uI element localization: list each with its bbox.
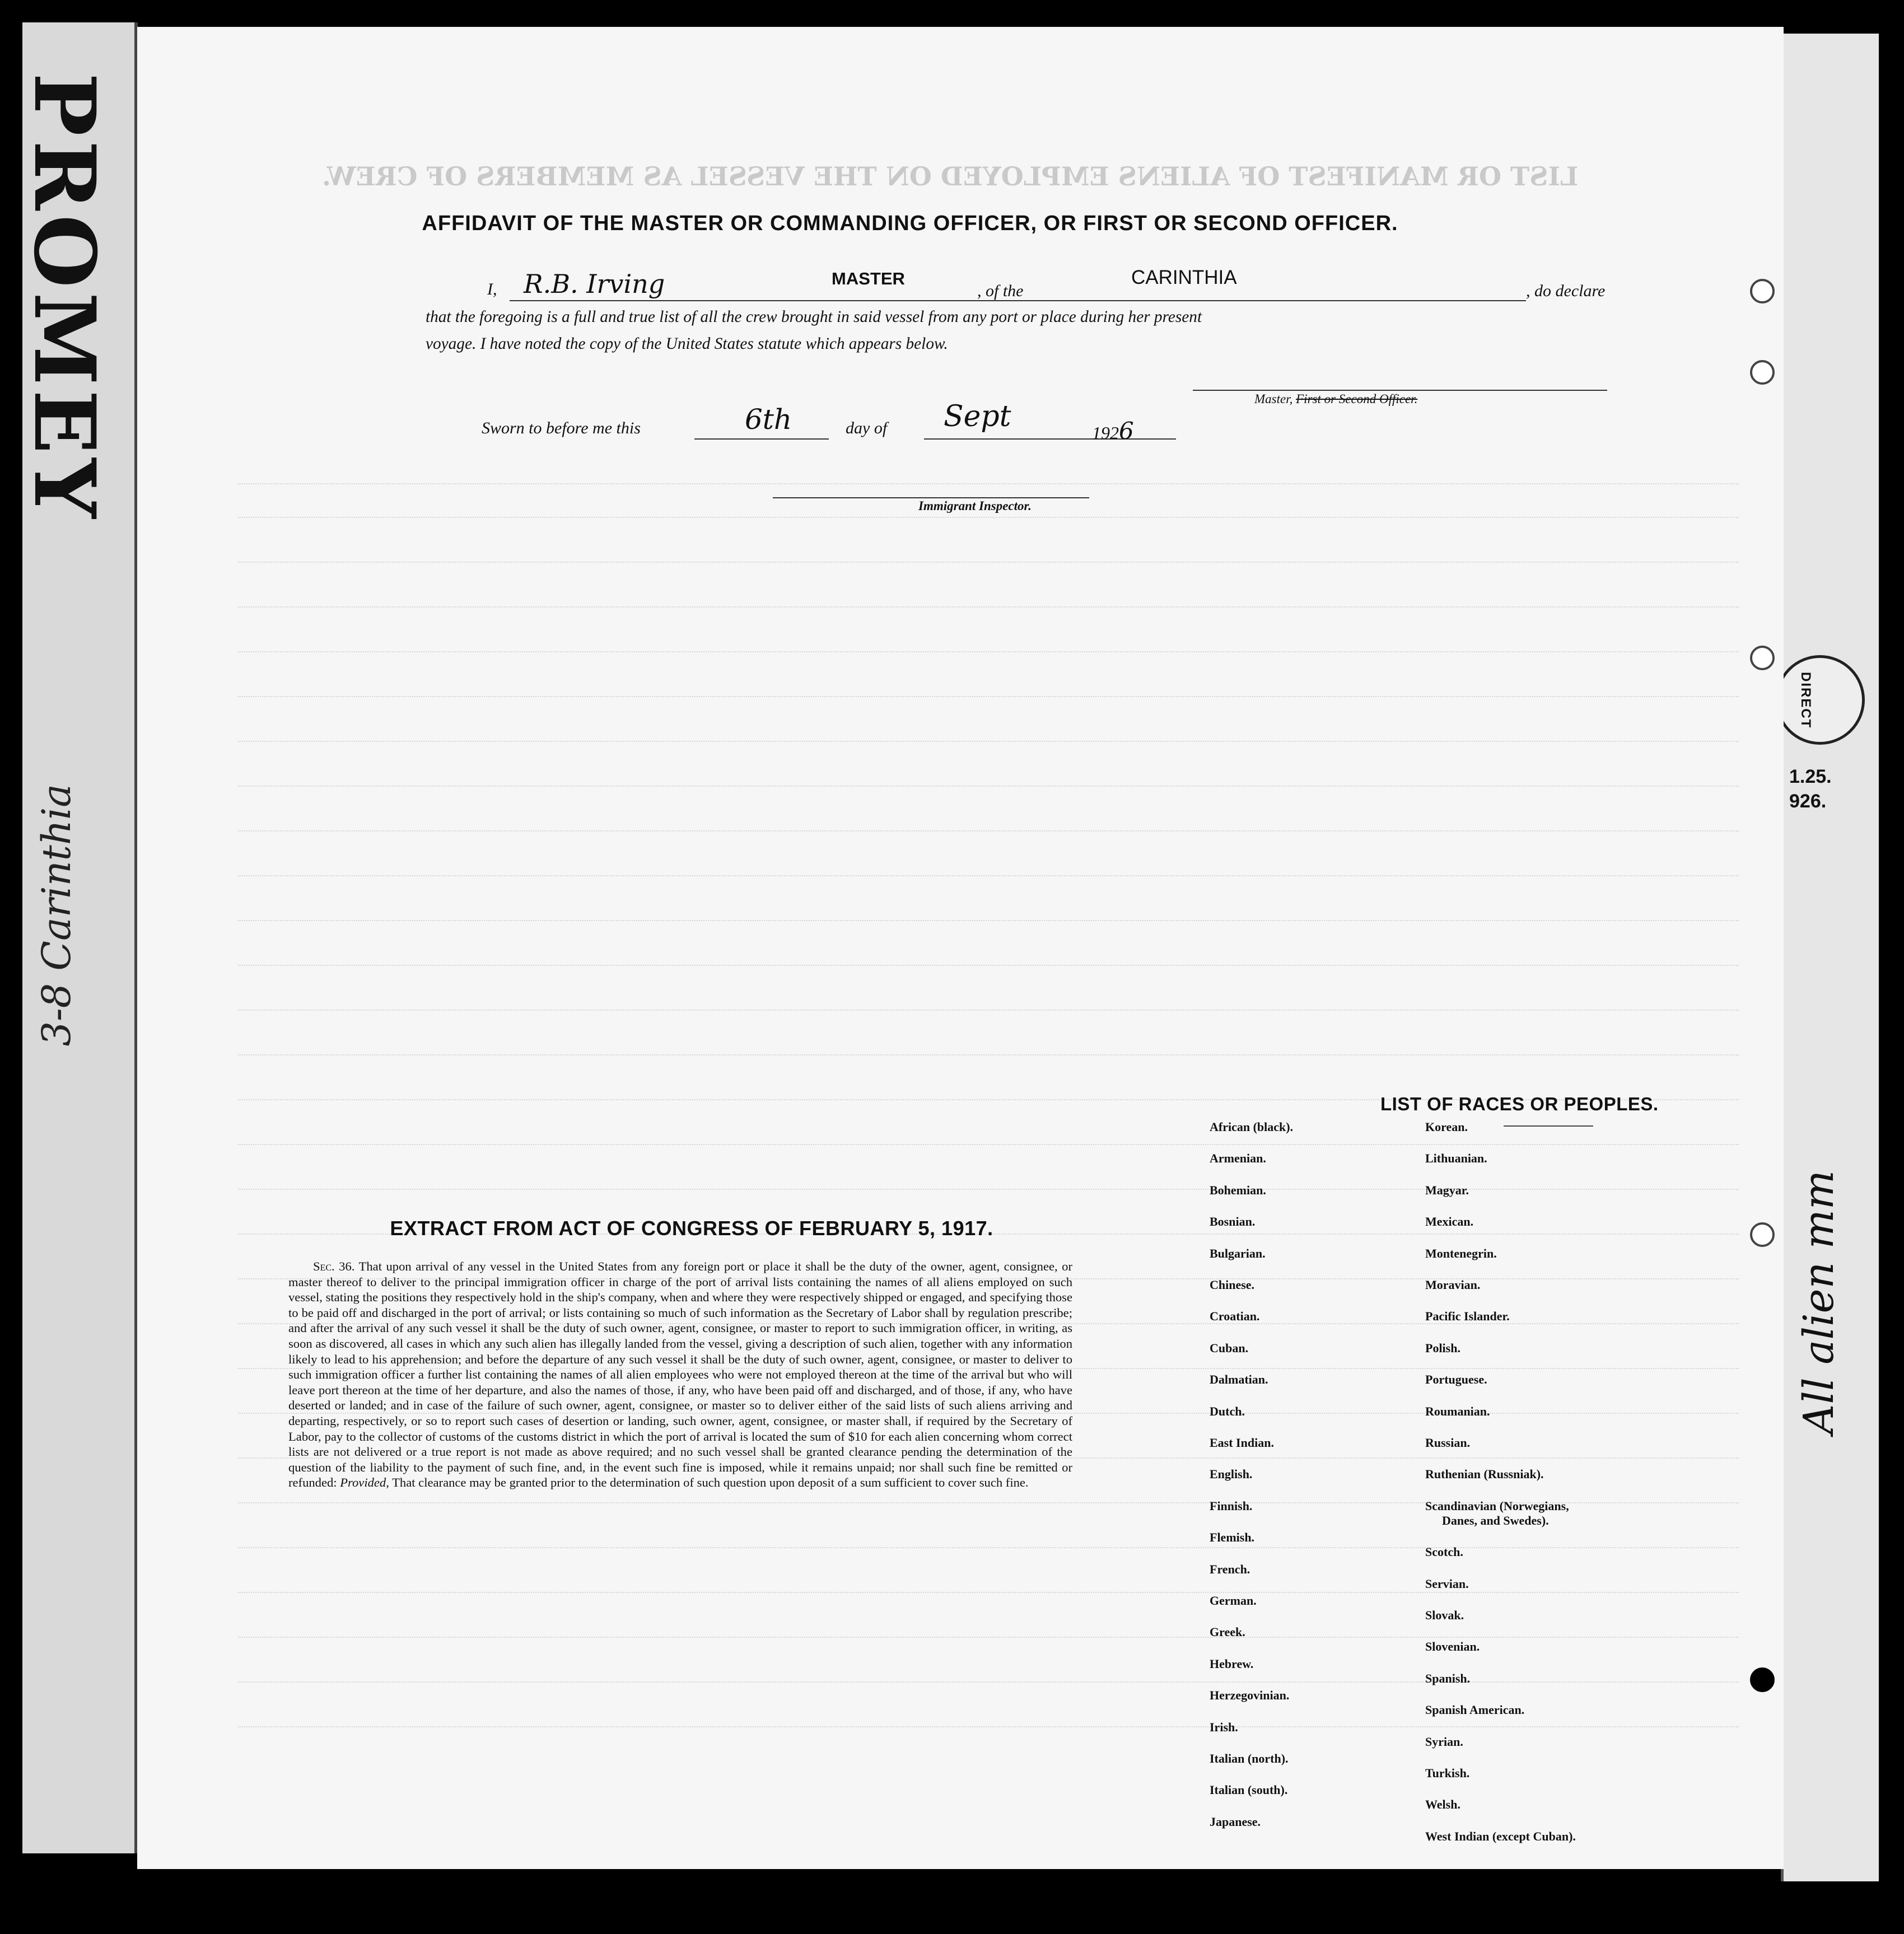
races-title-rule — [1504, 1125, 1593, 1127]
binder-hole — [1750, 279, 1775, 303]
race-item: Scotch. — [1425, 1545, 1463, 1559]
race-item: Moravian. — [1425, 1278, 1481, 1292]
affidavit-line-2: that the foregoing is a full and true list of all the crew brought in said vessel from any port or place during her present — [426, 308, 1202, 326]
margin-number: 1.25. — [1789, 766, 1832, 787]
race-item: Turkish. — [1425, 1766, 1470, 1780]
binder-hole — [1750, 646, 1775, 670]
affidavit-line-3: voyage. I have noted the copy of the United States statute which appears below. — [426, 335, 948, 353]
sworn-year-handwritten: 6 — [1119, 417, 1134, 445]
race-item: Cuban. — [1210, 1340, 1249, 1355]
vessel-name-line — [1053, 300, 1526, 301]
race-item: Danes, and Swedes). — [1442, 1513, 1549, 1527]
sworn-year — [1092, 417, 1134, 445]
race-item: Spanish. — [1425, 1671, 1471, 1685]
day-of-text: day of — [846, 419, 888, 437]
race-item: Flemish. — [1210, 1530, 1255, 1545]
extract-body-part-2: That clearance may be granted prior to the determination of such question upon deposit of a sum sufficient to cover such fine. — [392, 1475, 1029, 1490]
race-item: Ruthenian (Russniak). — [1425, 1467, 1544, 1482]
race-item: Bosnian. — [1210, 1214, 1256, 1229]
race-item: Polish. — [1425, 1340, 1460, 1355]
race-item: English. — [1210, 1467, 1253, 1482]
race-item: Montenegrin. — [1425, 1246, 1497, 1260]
race-item: Portuguese. — [1425, 1372, 1487, 1387]
race-item: Roumanian. — [1425, 1404, 1490, 1418]
binder-hole — [1750, 1222, 1775, 1247]
race-item: Scandinavian (Norwegians, — [1425, 1498, 1569, 1513]
race-item: African (black). — [1210, 1120, 1294, 1134]
race-item: Syrian. — [1425, 1734, 1463, 1749]
round-stamp — [1775, 655, 1865, 745]
race-item: Hebrew. — [1210, 1656, 1254, 1671]
extract-body — [288, 1259, 1072, 1491]
race-item: Welsh. — [1425, 1797, 1460, 1812]
right-margin-handwriting: All alien mm — [1795, 1170, 1843, 1435]
race-item: Magyar. — [1425, 1183, 1469, 1197]
race-item: Pacific Islander. — [1425, 1309, 1510, 1324]
right-page-strip — [1781, 34, 1879, 1881]
round-stamp-text: DIRECT — [1798, 672, 1813, 729]
race-item: East Indian. — [1210, 1436, 1274, 1450]
affidavit-title: AFFIDAVIT OF THE MASTER OR COMMANDING OFFICER, OR FIRST OR SECOND OFFICER. — [422, 212, 1398, 235]
sworn-day-line — [694, 438, 829, 440]
manifest-page: LIST OR MANIFEST OF ALIENS EMPLOYED ON THE VESSEL AS MEMBERS OF CREW. AFFIDAVIT OF THE MASTER OR COMMANDING OFFICER, OR FIRST OR SECOND OFFICER. I, R.B. Irving MASTER , of the CARINTHIA , do declare that the foregoing is a full and true list of all the crew brought in said vessel from any port or place during her present voyage. I have noted the copy of the United States statute which appears below. Master, First or Second Officer. Sworn to before me this 6th day of Sept 1926 Immigrant Inspector. EXTRACT FROM ACT OF CONGRESS OF FEBRUARY 5, 1917. Sec. 36. That upon arrival of any vessel in the United States from any foreign port or place it shall be the duty of the owner, agent, consignee, or master thereof to deliver to the principal immigration officer in charge of the port of arrival lists containing the names of all aliens employed on such vessel, stating the positions they respectively hold in the ship's company, when and where they were respectively shipped or engaged, and specifying those to be paid off and discharged in the port of arrival; or lists containing so much of such information as the Secretary of Labor shall by regulation prescribe; and after the arrival of any such vessel it shall be the duty of such owner, agent, consignee, or master to report to such immigration officer, in writing, as soon as discovered, all cases in which any such alien has illegally landed from the vessel, giving a description of such alien, together with any information likely to lead to his apprehension; and before the departure of any such vessel it shall be the duty of such owner, agent, consignee, or master to deliver to such immigration officer a further list containing the names of all alien employees who were not employed thereon at the time of the arrival but who will leave port thereon at the time of her departure, and also the names of those, if any, who have been paid off and discharged, and of those, if any, who have deserted or landed; and in case of the failure of such owner, agent, consignee, or master so to deliver either of the said lists of such aliens arriving and departing, respectively, or so to report such cases of desertion or landing, such owner, agent, consignee, or master shall, if required by the Secretary of Labor, pay to the collector of customs of the customs district in which the port of arrival is located the sum of $10 for each alien concerning whom correct lists are not delivered or a true report is not made as above required; and no such vessel shall be granted clearance pending the determination of the question of the liability to the payment of such fine, and, in the event such fine is imposed, while it remains unpaid; nor shall such fine be remitted or refunded: Provided, That clearance may be granted prior to the determination of such question upon deposit of a sum sufficient to cover such fine. LIST OF RACES OR PEOPLES. African (black). Armenian. Bohemian. Bosnian. Bulgarian. Chinese. Croatian. Cuban. Dalmatian. Dutch. East Indian. English. Finnish. Flemish. French. German. Greek. Hebrew. Herzegovinian. Irish. Italian (north). Italian (south). Japanese. Korean. Lithuanian. Magyar. Mexican. Montenegrin. Moravian. Pacific Islander. Polish. Portuguese. Roumanian. Russian. Ruthenian (Russniak). Scandinavian (Norwegians, Danes, and Swedes). Scotch. Servian. Slovak. Slovenian. Spanish. Spanish American. Syrian. Turkish. Welsh. West Indian (except Cuban). — [137, 27, 1784, 1869]
inspector-caption: Immigrant Inspector. — [918, 499, 1032, 513]
sworn-text: Sworn to before me this — [482, 419, 641, 437]
race-item: Bulgarian. — [1210, 1246, 1266, 1260]
race-item: Russian. — [1425, 1436, 1471, 1450]
race-item: Dutch. — [1210, 1404, 1245, 1418]
race-item: Irish. — [1210, 1720, 1238, 1734]
inspector-signature-line — [773, 497, 1089, 498]
signature-caption-master: Master, — [1254, 392, 1293, 406]
race-item: Italian (south). — [1210, 1783, 1288, 1797]
signature-line — [1193, 390, 1607, 391]
race-item: Dalmatian. — [1210, 1372, 1268, 1387]
left-strip-stamp: PROMEY — [15, 73, 114, 523]
affidavit-i: I, — [487, 280, 497, 298]
race-item: Slovenian. — [1425, 1639, 1480, 1654]
race-item: German. — [1210, 1594, 1257, 1608]
race-item: West Indian (except Cuban). — [1425, 1829, 1576, 1843]
race-item: Greek. — [1210, 1625, 1245, 1639]
provided-label: Provided, — [340, 1475, 389, 1490]
race-item: French. — [1210, 1562, 1250, 1576]
left-strip-handwriting: 3-8 Carinthia — [34, 784, 80, 1047]
race-item: Slovak. — [1425, 1608, 1464, 1622]
race-item: Lithuanian. — [1425, 1151, 1487, 1166]
race-item: Bohemian. — [1210, 1183, 1266, 1197]
sworn-day: 6th — [745, 403, 792, 436]
race-item: Korean. — [1425, 1120, 1468, 1134]
races-title: LIST OF RACES OR PEOPLES. — [1380, 1094, 1659, 1114]
race-item: Herzegovinian. — [1210, 1688, 1290, 1703]
race-item: Croatian. — [1210, 1309, 1260, 1324]
binder-hole — [1750, 1667, 1775, 1692]
race-item: Servian. — [1425, 1576, 1469, 1591]
margin-number: 926. — [1789, 791, 1827, 812]
race-item: Mexican. — [1425, 1214, 1474, 1229]
race-item: Armenian. — [1210, 1151, 1266, 1166]
extract-title: EXTRACT FROM ACT OF CONGRESS OF FEBRUARY 5, 1917. — [390, 1217, 993, 1240]
race-item: Finnish. — [1210, 1498, 1253, 1513]
master-rank: MASTER — [832, 269, 905, 288]
race-item: Japanese. — [1210, 1814, 1261, 1829]
race-item: Chinese. — [1210, 1278, 1255, 1292]
sworn-month: Sept — [944, 400, 1011, 433]
race-item: Spanish American. — [1425, 1703, 1525, 1717]
signature-caption-struck: First or Second Officer. — [1296, 392, 1418, 406]
sworn-month-line — [924, 438, 1176, 440]
race-item: Italian (north). — [1210, 1751, 1289, 1765]
sworn-year-printed: 192 — [1092, 423, 1119, 443]
signature-caption — [1254, 392, 1417, 407]
master-name-signature: R.B. Irving — [524, 269, 665, 299]
of-the-text: , of the — [977, 282, 1024, 300]
declare-text: , do declare — [1526, 282, 1606, 300]
vessel-name: CARINTHIA — [1131, 267, 1237, 288]
section-label: Sec. 36. — [313, 1259, 355, 1273]
extract-body-part-1: That upon arrival of any vessel in the United States from any foreign port or place it shall be the duty of the owner, agent, consignee, or master thereof to deliver to the principal immigration officer in charge of the port of arrival lists containing the names of all aliens employed on such vessel, stating the positions they respectively hold in the ship's company, when and where they were respectively shipped or engaged, and specifying those to be paid off and discharged in the port of arrival; or lists containing so much of such information as the Secretary of Labor shall by regulation prescribe; and after the arrival of any such vessel it shall be the duty of such owner, agent, consignee, or master to report to such immigration officer, in writing, as soon as discovered, all cases in which any such alien has illegally landed from the vessel, giving a description of such alien, together with any information likely to lead to his apprehension; and before the departure of any such vessel it shall be the duty of such owner, agent, consignee, or master to deliver to such immigration officer a further list containing the names of all alien employees who were not employed thereon at the time of the arrival but who will leave port thereon at the time of her departure, and also the names of those, if any, who have been paid off and discharged, and of those, if any, who have deserted or landed; and in case of the failure of such owner, agent, consignee, or master so to deliver either of the said lists of such aliens arriving and departing, respectively, or so to report such cases of desertion or landing, such owner, agent, consignee, or master shall, if required by the Secretary of Labor, pay to the collector of customs of the customs district in which the port of arrival is located the sum of $10 for each alien concerning whom correct lists are not delivered or a true report is not made as above required; and no such vessel shall be granted clearance pending the determination of the question of the liability to the payment of such fine, and, in the event such fine is imposed, while it remains unpaid; nor shall such fine be remitted or refunded: — [288, 1259, 1072, 1490]
binder-hole — [1750, 360, 1775, 385]
